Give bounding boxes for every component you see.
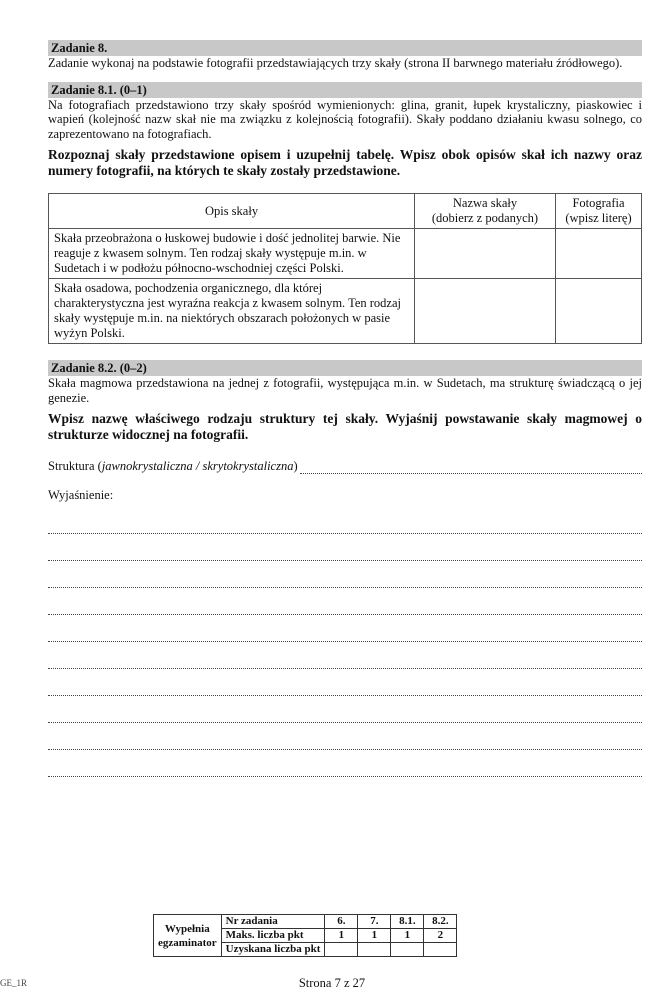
task-number: 8.2. xyxy=(424,915,457,929)
rock-description: Skała osadowa, pochodzenia organicznego, dla której charakterystyczna jest wyraźna reakcja z kwasem solnym. Ten rodzaj skały występuje m.in. na niektórych obszarach położonych w pasie wyżyn Polski. xyxy=(49,279,415,344)
structure-answer-line[interactable] xyxy=(300,461,642,474)
task-8-1-text: Na fotografiach przedstawiono trzy skały spośród wymienionych: glina, granit, łupek krystaliczny, piaskowiec i wapień (kolejność nazw skał nie ma związku z kolejnością fotografii). Skały poddano działaniu kwasu solnego, co zaprezentowano na fotografiach. xyxy=(48,97,642,141)
obtained-points-cell[interactable] xyxy=(391,943,424,957)
obtained-points-label: Uzyskana liczba pkt xyxy=(221,943,325,957)
answer-line[interactable] xyxy=(48,615,642,642)
task-number-label: Nr zadania xyxy=(221,915,325,929)
structure-options: jawnokrystaliczna / skrytokrystaliczna xyxy=(101,459,294,473)
max-points: 2 xyxy=(424,929,457,943)
rock-photo-cell[interactable] xyxy=(556,279,642,344)
task-8-2-instruction: Wpisz nazwę właściwego rodzaju struktury tej skały. Wyjaśnij powstawanie skały magmowej o strukturze widocznej na fotografii. xyxy=(48,411,642,442)
col-photo-header xyxy=(556,194,642,229)
col-description-header: Opis skały xyxy=(49,194,415,229)
structure-label: Struktura (jawnokrystaliczna / skrytokrystaliczna) xyxy=(48,459,298,473)
rock-photo-cell[interactable] xyxy=(556,229,642,279)
exam-page xyxy=(48,40,642,777)
col-name-hint: (dobierz z podanych) xyxy=(431,211,539,225)
max-points: 1 xyxy=(391,929,424,943)
page-number: Strona 7 z 27 xyxy=(298,976,366,990)
col-photo-hint: (wpisz literę) xyxy=(565,211,632,225)
max-points: 1 xyxy=(325,929,358,943)
rock-name-cell[interactable] xyxy=(415,279,556,344)
answer-line[interactable] xyxy=(48,642,642,669)
rock-name-cell[interactable] xyxy=(415,229,556,279)
answer-line[interactable] xyxy=(48,534,642,561)
answer-line[interactable] xyxy=(48,669,642,696)
task-number: 7. xyxy=(358,915,391,929)
task-8-1-header: Zadanie 8.1. (0–1) xyxy=(48,82,642,98)
task-8-2-header: Zadanie 8.2. (0–2) xyxy=(48,360,642,376)
explanation-answer-area[interactable] xyxy=(48,507,642,777)
obtained-points-cell[interactable] xyxy=(358,943,391,957)
answer-line[interactable] xyxy=(48,723,642,750)
examiner-score-table xyxy=(153,914,457,957)
col-photo-title: Fotografia xyxy=(572,196,625,210)
answer-line[interactable] xyxy=(48,507,642,534)
max-points: 1 xyxy=(358,929,391,943)
max-points-label: Maks. liczba pkt xyxy=(221,929,325,943)
table-row xyxy=(49,279,642,344)
col-name-title: Nazwa skały xyxy=(452,196,518,210)
task-8-2-text: Skała magmowa przedstawiona na jednej z fotografii, występująca m.in. w Sudetach, ma strukturę świadczącą o jej genezie. xyxy=(48,376,642,405)
obtained-points-cell[interactable] xyxy=(325,943,358,957)
answer-line[interactable] xyxy=(48,588,642,615)
task-8-1-instruction: Rozpoznaj skały przedstawione opisem i uzupełnij tabelę. Wpisz obok opisów skał ich nazwy oraz numery fotografii, na których te skały zostały przedstawione. xyxy=(48,147,642,178)
answer-line[interactable] xyxy=(48,561,642,588)
rock-description: Skała przeobrażona o łuskowej budowie i dość jednolitej barwie. Nie reaguje z kwasem solnym. Ten rodzaj skały występuje m.in. w Sudetach i w podłożu północno-wschodniej części Polski. xyxy=(49,229,415,279)
obtained-points-cell[interactable] xyxy=(424,943,457,957)
answer-line[interactable] xyxy=(48,750,642,777)
examiner-label: Wypełnia egzaminator xyxy=(154,915,222,957)
rock-table-header xyxy=(49,194,642,229)
task-number: 8.1. xyxy=(391,915,424,929)
task-number: 6. xyxy=(325,915,358,929)
rock-table xyxy=(48,193,642,344)
task-8-header: Zadanie 8. xyxy=(48,40,642,56)
structure-answer-row xyxy=(48,459,642,474)
table-row xyxy=(49,229,642,279)
col-name-header xyxy=(415,194,556,229)
task-8-intro: Zadanie wykonaj na podstawie fotografii przedstawiających trzy skały (strona II barwnego materiału źródłowego). xyxy=(48,56,623,70)
explanation-label: Wyjaśnienie: xyxy=(48,488,114,502)
answer-line[interactable] xyxy=(48,696,642,723)
exam-code: GE_1R xyxy=(0,978,27,988)
